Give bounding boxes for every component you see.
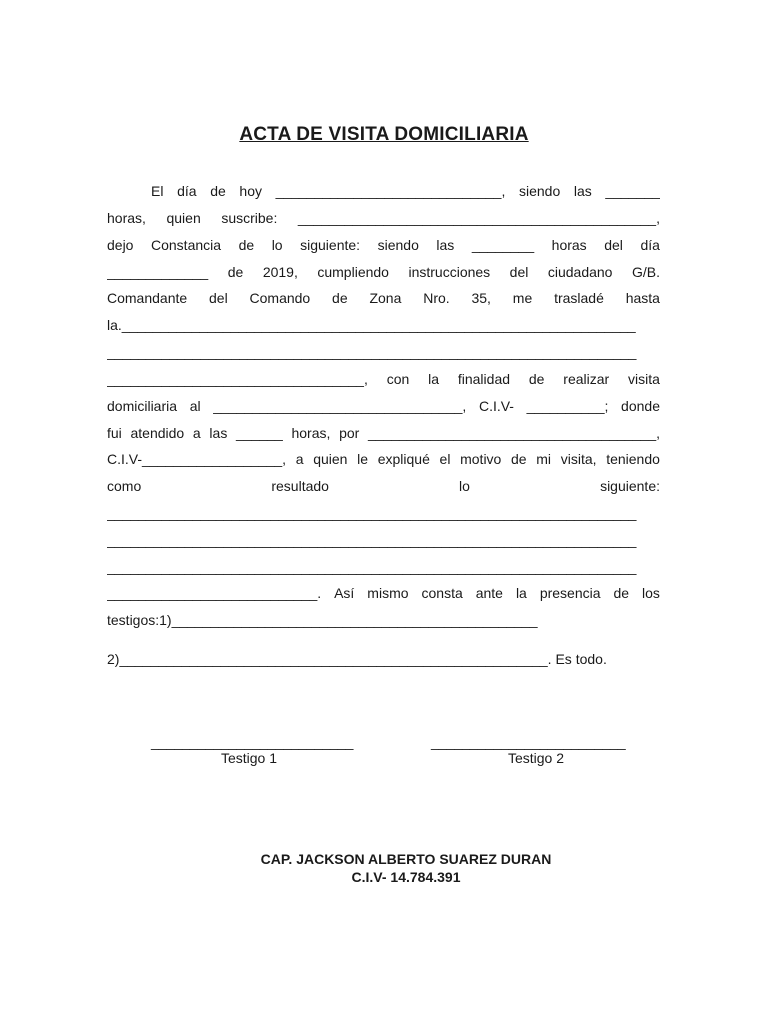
- body-line-14: ____________________________________________________________________: [107, 532, 637, 548]
- body-word: siendo: [518, 183, 561, 199]
- body-word: G/B.: [631, 264, 660, 280]
- body-word: resultado: [271, 478, 329, 494]
- body-word: horas: [551, 237, 587, 253]
- body-word: quien: [166, 210, 201, 226]
- body-word: de: [238, 237, 255, 253]
- body-word: expliqué: [377, 451, 430, 467]
- body-word: del: [209, 290, 228, 306]
- body-word: Comandante: [107, 290, 188, 306]
- body-word: horas,: [107, 210, 146, 226]
- body-word: motivo: [460, 451, 502, 467]
- body-word: visita: [628, 371, 660, 387]
- body-line-2: [107, 209, 660, 227]
- body-word: cumpliendo: [317, 264, 389, 280]
- body-word: del: [604, 237, 623, 253]
- body-word: ante: [475, 585, 503, 601]
- body-word: C.I.V-: [478, 398, 514, 414]
- body-line-5: [107, 289, 660, 307]
- body-line-18: 2)_______________________________________________________. Es todo.: [107, 651, 607, 667]
- body-line-6: la.__________________________________________________________________: [107, 317, 636, 333]
- body-word: de: [528, 371, 545, 387]
- body-word: ______: [236, 425, 283, 441]
- body-line-3: [107, 236, 660, 254]
- body-word: lo: [271, 237, 283, 253]
- witness-1-signature-line: __________________________: [151, 734, 354, 750]
- body-word: quien: [313, 451, 348, 467]
- body-line-16: [107, 584, 660, 602]
- body-word: _______: [605, 183, 660, 199]
- body-word: _____________________________________,: [368, 425, 660, 441]
- body-word: C.I.V-__________________,: [107, 451, 287, 467]
- body-word: hoy: [239, 183, 262, 199]
- body-line-1: [107, 182, 660, 200]
- body-word: ________________________________,: [213, 398, 467, 414]
- body-word: de: [511, 451, 527, 467]
- body-word: Comando: [249, 290, 311, 306]
- body-word: me: [512, 290, 533, 306]
- body-word: fui: [107, 425, 122, 441]
- body-word: 35,: [471, 290, 491, 306]
- document-title: ACTA DE VISITA DOMICILIARIA: [239, 124, 529, 145]
- body-line-17: testigos:1)_______________________________________________: [107, 612, 538, 628]
- body-word: Nro.: [423, 290, 450, 306]
- body-word: ciudadano: [547, 264, 613, 280]
- body-word: ___________________________.: [107, 585, 322, 601]
- body-word: hasta: [625, 290, 660, 306]
- body-word: las: [209, 425, 228, 441]
- body-line-4: [107, 263, 660, 281]
- body-line-8: [107, 370, 660, 388]
- body-word: Así: [334, 585, 355, 601]
- body-line-11: [107, 450, 660, 468]
- body-word: siguiente:: [300, 237, 361, 253]
- body-word: día: [640, 237, 660, 253]
- body-word: dejo: [107, 237, 134, 253]
- signer-name: CAP. JACKSON ALBERTO SUAREZ DURAN: [260, 851, 552, 867]
- body-word: trasladé: [554, 290, 604, 306]
- body-word: de: [227, 264, 244, 280]
- witness-2-signature-line: _________________________: [431, 734, 626, 750]
- body-word: como: [107, 478, 142, 494]
- body-word: del: [509, 264, 529, 280]
- signer-civ: C.I.V- 14.784.391: [351, 869, 461, 885]
- body-word: instrucciones: [408, 264, 491, 280]
- body-word: día: [177, 183, 197, 199]
- body-line-13: ____________________________________________________________________: [107, 505, 637, 521]
- body-word: lo: [459, 478, 470, 494]
- body-word: de: [332, 290, 348, 306]
- body-word: _________________________________,: [107, 371, 368, 387]
- body-word: ______________________________________________,: [297, 210, 660, 226]
- body-word: El: [151, 183, 164, 199]
- body-word: la: [428, 371, 440, 387]
- body-word: atendido: [130, 425, 185, 441]
- body-word: _____________________________,: [275, 183, 506, 199]
- body-word: las: [573, 183, 592, 199]
- body-word: presencia: [539, 585, 601, 601]
- body-word: ________: [471, 237, 535, 253]
- body-word: finalidad: [457, 371, 511, 387]
- body-word: la: [515, 585, 527, 601]
- body-word: con: [386, 371, 410, 387]
- body-word: realizar: [563, 371, 610, 387]
- body-word: suscribe:: [221, 210, 278, 226]
- body-word: los: [642, 585, 660, 601]
- body-word: de: [210, 183, 226, 199]
- body-word: al: [189, 398, 201, 414]
- body-word: Zona: [369, 290, 402, 306]
- body-line-15: ____________________________________________________________________: [107, 559, 637, 575]
- body-word: mi: [536, 451, 552, 467]
- body-word: siendo: [377, 237, 419, 253]
- body-word: a: [192, 425, 201, 441]
- body-word: consta: [421, 585, 463, 601]
- witness-2-label: Testigo 2: [507, 750, 565, 766]
- body-word: por: [339, 425, 360, 441]
- body-word: a: [295, 451, 304, 467]
- body-word: donde: [621, 398, 660, 414]
- body-word: teniendo: [606, 451, 660, 467]
- body-word: las: [436, 237, 455, 253]
- body-word: mismo: [367, 585, 409, 601]
- body-word: 2019,: [262, 264, 298, 280]
- body-word: domiciliaria: [107, 398, 178, 414]
- body-word: el: [439, 451, 451, 467]
- body-word: visita,: [560, 451, 597, 467]
- body-line-7: ____________________________________________________________________: [107, 344, 637, 360]
- body-line-9: [107, 397, 660, 415]
- body-word: siguiente:: [600, 478, 660, 494]
- body-word: le: [357, 451, 369, 467]
- body-word: Constancia: [151, 237, 222, 253]
- body-word: horas,: [291, 425, 331, 441]
- body-line-12: [107, 477, 660, 495]
- witness-1-label: Testigo 1: [220, 750, 278, 766]
- body-word: __________;: [526, 398, 609, 414]
- body-word: _____________: [107, 264, 209, 280]
- body-line-10: [107, 424, 660, 442]
- body-word: de: [613, 585, 630, 601]
